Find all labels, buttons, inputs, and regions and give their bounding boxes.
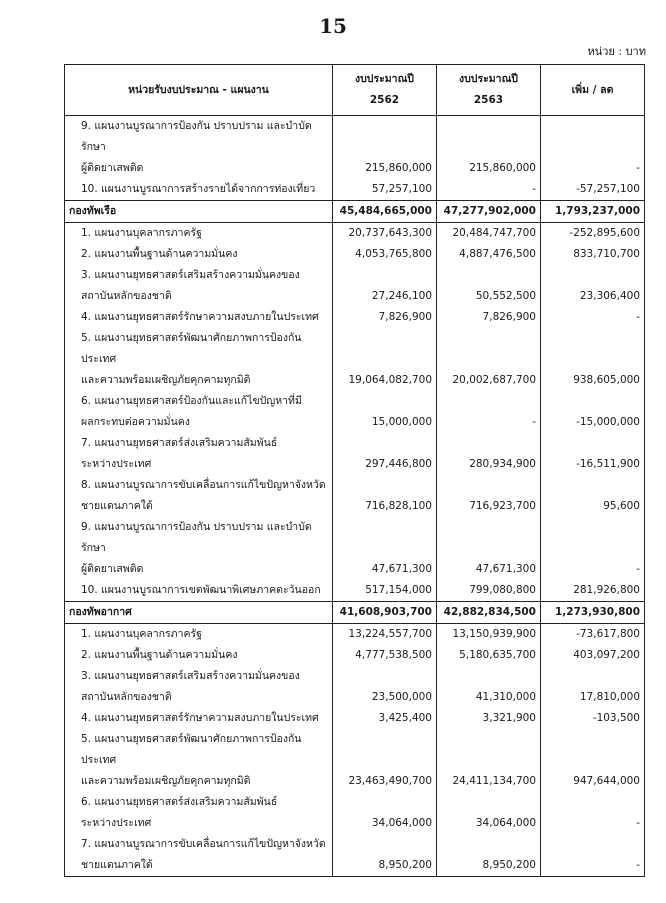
table-row: [65, 433, 645, 475]
budget-2563-cell: 5,180,635,700: [437, 645, 541, 666]
program-name: 6. แผนงานยุทธศาสตร์ส่งเสริมความสัมพันธ์ ระหว่างประเทศ: [65, 792, 333, 834]
budget-2562-cell: 23,463,490,700: [333, 729, 437, 792]
program-name: 7. แผนงานบูรณาการขับเคลื่อนการแก้ไขปัญหาจังหวัด ชายแดนภาคใต้: [65, 834, 333, 877]
section-name: กองทัพเรือ: [65, 201, 333, 223]
budget-2562-cell: 13,224,557,700: [333, 624, 437, 646]
change-cell: 403,097,200: [541, 645, 645, 666]
budget-2562-cell: 7,826,900: [333, 307, 437, 328]
change-cell: 833,710,700: [541, 244, 645, 265]
budget-2563-cell: 799,080,800: [437, 580, 541, 602]
change-cell: 281,926,800: [541, 580, 645, 602]
header-change: เพิ่ม / ลด: [541, 65, 645, 116]
program-name: 10. แผนงานบูรณาการเขตพัฒนาพิเศษภาคตะวันออก: [65, 580, 333, 602]
change-cell: -: [541, 116, 645, 180]
budget-2562-cell: 20,737,643,300: [333, 223, 437, 245]
budget-2563-cell: 42,882,834,500: [437, 602, 541, 624]
program-name: 10. แผนงานบูรณาการสร้างรายได้จากการท่องเที่ยว: [65, 179, 333, 201]
table-row: [65, 834, 645, 877]
budget-2562-cell: 27,246,100: [333, 265, 437, 307]
section-row: [65, 602, 645, 624]
table-row: [65, 116, 645, 180]
budget-2562-cell: 19,064,082,700: [333, 328, 437, 391]
budget-2562-cell: 297,446,800: [333, 433, 437, 475]
change-cell: 947,644,000: [541, 729, 645, 792]
change-cell: -: [541, 792, 645, 834]
program-name: 1. แผนงานบุคลากรภาครัฐ: [65, 223, 333, 245]
table-row: [65, 391, 645, 433]
budget-2563-cell: 13,150,939,900: [437, 624, 541, 646]
table-row: [65, 307, 645, 328]
program-name: 3. แผนงานยุทธศาสตร์เสริมสร้างความมั่นคงของ สถาบันหลักของชาติ: [65, 265, 333, 307]
change-cell: 23,306,400: [541, 265, 645, 307]
table-row: [65, 328, 645, 391]
program-name: 5. แผนงานยุทธศาสตร์พัฒนาศักยภาพการป้องกันประเทศ และความพร้อมเผชิญภัยคุกคามทุกมิติ: [65, 328, 333, 391]
change-cell: -103,500: [541, 708, 645, 729]
program-name: 4. แผนงานยุทธศาสตร์รักษาความสงบภายในประเทศ: [65, 708, 333, 729]
program-name: 3. แผนงานยุทธศาสตร์เสริมสร้างความมั่นคงของ สถาบันหลักของชาติ: [65, 666, 333, 708]
table-row: [65, 645, 645, 666]
budget-2562-cell: 716,828,100: [333, 475, 437, 517]
section-row: [65, 201, 645, 223]
budget-2563-cell: 4,887,476,500: [437, 244, 541, 265]
budget-2563-cell: 34,064,000: [437, 792, 541, 834]
change-cell: 95,600: [541, 475, 645, 517]
header-budget-2562: งบประมาณปี 2562: [333, 65, 437, 116]
change-cell: 938,605,000: [541, 328, 645, 391]
section-name: กองทัพอากาศ: [65, 602, 333, 624]
budget-2563-cell: 41,310,000: [437, 666, 541, 708]
table-row: [65, 517, 645, 580]
program-name: 9. แผนงานบูรณาการป้องกัน ปราบปราม และบำบัดรักษา ผู้ติดยาเสพติด: [65, 116, 333, 180]
program-name: 4. แผนงานยุทธศาสตร์รักษาความสงบภายในประเทศ: [65, 307, 333, 328]
budget-2563-cell: 20,002,687,700: [437, 328, 541, 391]
budget-2563-cell: 47,671,300: [437, 517, 541, 580]
budget-2563-cell: 280,934,900: [437, 433, 541, 475]
change-cell: 1,273,930,800: [541, 602, 645, 624]
table-row: [65, 265, 645, 307]
table-row: [65, 624, 645, 646]
table-row: [65, 708, 645, 729]
program-name: 8. แผนงานบูรณาการขับเคลื่อนการแก้ไขปัญหาจังหวัด ชายแดนภาคใต้: [65, 475, 333, 517]
program-name: 5. แผนงานยุทธศาสตร์พัฒนาศักยภาพการป้องกันประเทศ และความพร้อมเผชิญภัยคุกคามทุกมิติ: [65, 729, 333, 792]
budget-2562-cell: 23,500,000: [333, 666, 437, 708]
change-cell: 17,810,000: [541, 666, 645, 708]
table-row: [65, 792, 645, 834]
budget-2563-cell: -: [437, 179, 541, 201]
change-cell: -: [541, 834, 645, 877]
budget-2562-cell: 57,257,100: [333, 179, 437, 201]
table-row: [65, 223, 645, 245]
program-name: 6. แผนงานยุทธศาสตร์ป้องกันและแก้ไขปัญหาที่มี ผลกระทบต่อความมั่นคง: [65, 391, 333, 433]
table-row: [65, 666, 645, 708]
budget-2562-cell: 45,484,665,000: [333, 201, 437, 223]
table-body: [65, 116, 645, 877]
change-cell: -: [541, 307, 645, 328]
table-row: [65, 179, 645, 201]
budget-2562-cell: 15,000,000: [333, 391, 437, 433]
change-cell: -252,895,600: [541, 223, 645, 245]
budget-2562-cell: 215,860,000: [333, 116, 437, 180]
budget-2562-cell: 517,154,000: [333, 580, 437, 602]
unit-label: หน่วย : บาท: [587, 45, 646, 58]
table-header-row: [65, 65, 645, 116]
budget-2562-cell: 3,425,400: [333, 708, 437, 729]
change-cell: -57,257,100: [541, 179, 645, 201]
program-name: 1. แผนงานบุคลากรภาครัฐ: [65, 624, 333, 646]
budget-2562-cell: 4,777,538,500: [333, 645, 437, 666]
budget-2563-cell: 24,411,134,700: [437, 729, 541, 792]
change-cell: -16,511,900: [541, 433, 645, 475]
budget-2562-cell: 41,608,903,700: [333, 602, 437, 624]
header-program: หน่วยรับงบประมาณ - แผนงาน: [65, 65, 333, 116]
change-cell: 1,793,237,000: [541, 201, 645, 223]
program-name: 2. แผนงานพื้นฐานด้านความมั่นคง: [65, 645, 333, 666]
budget-2562-cell: 34,064,000: [333, 792, 437, 834]
budget-2563-cell: 716,923,700: [437, 475, 541, 517]
budget-2562-cell: 8,950,200: [333, 834, 437, 877]
table-row: [65, 580, 645, 602]
change-cell: -15,000,000: [541, 391, 645, 433]
table-row: [65, 244, 645, 265]
program-name: 9. แผนงานบูรณาการป้องกัน ปราบปราม และบำบัดรักษา ผู้ติดยาเสพติด: [65, 517, 333, 580]
budget-2563-cell: 7,826,900: [437, 307, 541, 328]
budget-2563-cell: 50,552,500: [437, 265, 541, 307]
program-name: 2. แผนงานพื้นฐานด้านความมั่นคง: [65, 244, 333, 265]
page-number: 15: [319, 14, 347, 38]
table-row: [65, 475, 645, 517]
program-name: 7. แผนงานยุทธศาสตร์ส่งเสริมความสัมพันธ์ ระหว่างประเทศ: [65, 433, 333, 475]
budget-2562-cell: 47,671,300: [333, 517, 437, 580]
budget-table: [64, 64, 645, 877]
table-row: [65, 729, 645, 792]
budget-2563-cell: 8,950,200: [437, 834, 541, 877]
budget-2563-cell: 3,321,900: [437, 708, 541, 729]
budget-2563-cell: 47,277,902,000: [437, 201, 541, 223]
budget-2563-cell: -: [437, 391, 541, 433]
budget-2562-cell: 4,053,765,800: [333, 244, 437, 265]
change-cell: -: [541, 517, 645, 580]
change-cell: -73,617,800: [541, 624, 645, 646]
budget-2563-cell: 20,484,747,700: [437, 223, 541, 245]
header-budget-2563: งบประมาณปี 2563: [437, 65, 541, 116]
budget-2563-cell: 215,860,000: [437, 116, 541, 180]
